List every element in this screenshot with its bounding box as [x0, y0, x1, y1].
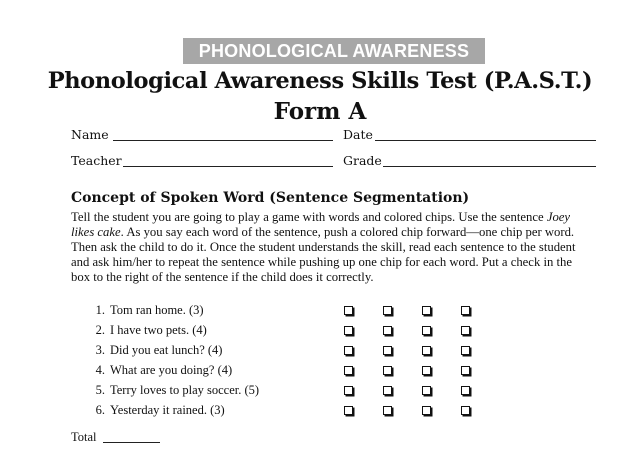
sentence-item: [91, 403, 491, 423]
checkbox[interactable]: [344, 366, 353, 375]
instructions-example: Joey likes cake: [71, 210, 571, 239]
item-number: 5.: [95, 383, 105, 397]
total-field[interactable]: [103, 442, 160, 443]
sentence-item: [91, 303, 491, 323]
section-banner: PHONOLOGICAL AWARENESS: [183, 38, 485, 64]
teacher-label: Teacher: [71, 153, 122, 168]
date-field[interactable]: [375, 140, 596, 141]
checkbox[interactable]: [383, 406, 392, 415]
item-number: 6.: [95, 403, 105, 417]
checkbox[interactable]: [383, 346, 392, 355]
checkbox[interactable]: [344, 306, 353, 315]
checkbox[interactable]: [461, 346, 470, 355]
checkbox[interactable]: [383, 366, 392, 375]
checkbox[interactable]: [422, 406, 431, 415]
checkbox[interactable]: [461, 366, 470, 375]
checkbox[interactable]: [461, 406, 470, 415]
checkbox[interactable]: [422, 386, 431, 395]
item-number: 1.: [95, 303, 105, 317]
checkbox[interactable]: [461, 326, 470, 335]
checkbox[interactable]: [344, 406, 353, 415]
checkbox[interactable]: [422, 346, 431, 355]
checkbox[interactable]: [461, 306, 470, 315]
item-number: 2.: [95, 323, 105, 337]
item-text: Did you eat lunch? (4): [110, 343, 223, 357]
sentence-item: [91, 323, 491, 343]
checkbox[interactable]: [422, 306, 431, 315]
item-text: Tom ran home. (3): [110, 303, 204, 317]
item-text: Yesterday it rained. (3): [110, 403, 225, 417]
instructions: [71, 210, 591, 285]
section-title: Concept of Spoken Word (Sentence Segmentation): [71, 190, 470, 206]
grade-field[interactable]: [383, 166, 596, 167]
sentence-item: [91, 383, 491, 403]
sentence-item: [91, 343, 491, 363]
form-subtitle: Form A: [273, 98, 367, 125]
item-number: 3.: [95, 343, 105, 357]
checkbox[interactable]: [383, 386, 392, 395]
sentence-item: [91, 363, 491, 383]
grade-label: Grade: [343, 153, 382, 168]
checkbox[interactable]: [344, 386, 353, 395]
item-text: Terry loves to play soccer. (5): [110, 383, 260, 397]
item-text: I have two pets. (4): [110, 323, 207, 337]
checkbox[interactable]: [422, 366, 431, 375]
item-text: What are you doing? (4): [110, 363, 233, 377]
checkbox[interactable]: [383, 326, 392, 335]
checkbox[interactable]: [461, 386, 470, 395]
instructions-part2: . As you say each word of the sentence, push a colored chip forward—one chip per word. Then ask the child to do it. Once the student understands the skill, read each sentence to the student and ask him/her to repeat the sentence while pushing up one chip for each word. Put a check in the box to the right of the sentence if the child does it correctly.: [71, 224, 576, 284]
name-label: Name: [71, 127, 109, 142]
item-number: 4.: [95, 363, 105, 377]
teacher-field[interactable]: [123, 166, 333, 167]
date-label: Date: [343, 127, 373, 142]
name-field[interactable]: [113, 140, 333, 141]
checkbox[interactable]: [422, 326, 431, 335]
checkbox[interactable]: [344, 326, 353, 335]
checkbox[interactable]: [344, 346, 353, 355]
instructions-part1: Tell the student you are going to play a game with words and colored chips. Use the sentence: [71, 210, 547, 224]
total-label: Total: [71, 430, 97, 444]
page-title: Phonological Awareness Skills Test (P.A.S.T.): [47, 68, 593, 94]
checkbox[interactable]: [383, 306, 392, 315]
